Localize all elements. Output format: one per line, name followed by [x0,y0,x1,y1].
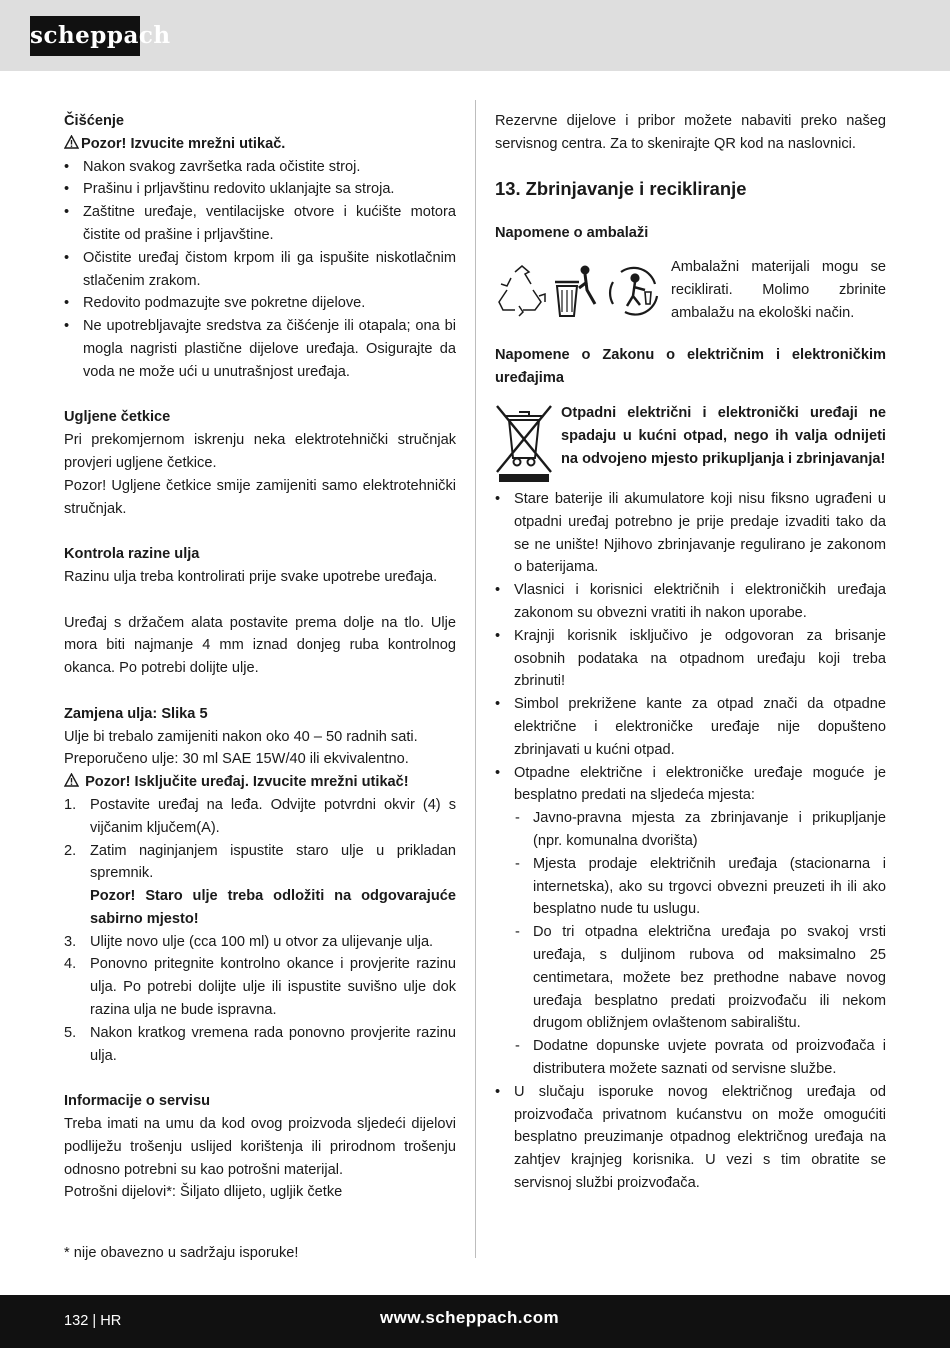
packaging-icons [495,260,665,320]
oil-change-warning-text: Pozor! Isključite uređaj. Izvucite mrežni utikač! [85,774,409,791]
footnote: * nije obavezno u sadržaju isporuke! [64,1245,299,1261]
oil-level-title: Kontrola razine ulja [64,546,200,563]
oil-level-text-2: Uređaj s držačem alata postavite prema dolje na tlo. Ulje mora biti najmanje 4 mm iznad donjeg ruba kontrolnog okanca. Po potrebi dolijte ulje. [64,614,456,677]
step-item: 4. Ponovno pritegnite kontrolno okance i provjerite razinu ulja. Po potrebi dolijte ulje ili ispustite suvišno ulje dok razina ulja ne bude ispravna. [64,956,456,1019]
weee-sublist [514,807,886,1081]
cleaning-list [64,156,456,384]
step-item: 2. Zatim naginjanjem ispustite staro ulje u prikladan spremnik. Pozor! Staro ulje treba odložiti na odgovarajuće sabirno mjesto! [64,842,456,927]
service-text-1: Treba imati na umu da kod ovog proizvoda sljedeći dijelovi podliježu trošenju uslijed korištenja ili prirodnom trošenju odnosno potrebni su kao potrošni materijal. [64,1116,456,1178]
list-item: • Vlasnici i korisnici električnih i elektroničkih uređaja zakonom su obvezni vratiti ih nakon uporabe. [495,579,886,625]
cleaning-title: Čišćenje [64,113,125,129]
packaging-text: Ambalažni materijali mogu se reciklirati. Molimo zbrinite ambalažu na ekološki način. [671,259,886,321]
oil-change-steps [64,794,456,1068]
recycle-icon [499,266,545,316]
oil-change-text-2: Preporučeno ulje: 30 ml SAE 15W/40 ili ekvivalentno. [64,751,409,768]
bin-disposal-icon [555,266,595,316]
oil-change-text-1: Ulje bi trebalo zamijeniti nakon oko 40 – 50 radnih sati. [64,728,418,745]
packaging-title: Napomene o ambalaži [495,224,649,241]
list-item: • U slučaju isporuke novog električnog uređaja od proizvođača privatnom kućanstvu on može omogućiti besplatno preuzimanje otpadnog električnog uređaja na zahtjev krajnjeg korisnika. U vezi s tim obratite se servisnoj službi proizvođača. [495,1081,886,1195]
header-bar [0,0,950,71]
list-item: • Redovito podmazujte sve pokretne dijelove. [64,292,456,315]
list-item: • Nakon svakog završetka rada očistite stroj. [64,156,456,179]
warning-triangle-icon [64,773,79,787]
tidyman-recycle-icon [610,268,657,315]
list-item: • Ne upotrebljavajte sredstva za čišćenje ili otapala; ona bi mogla nagristi plastične dijelove uređaja. Osigurajte da voda ne može ući u unutrašnjost uređaja. [64,315,456,383]
weee-title: Napomene o Zakonu o električnim i elektroničkim uređajima [495,347,886,387]
warning-triangle-icon [64,135,79,149]
list-item: • Očistite uređaj čistom krpom ili ga ispušite niskotlačnim stlačenim zrakom. [64,247,456,293]
service-title: Informacije o servisu [64,1093,210,1110]
step-note: Pozor! Staro ulje treba odložiti na odgovarajuće sabirno mjesto! [90,888,456,927]
list-item: • Zaštitne uređaje, ventilacijske otvore i kućište motora čistite od prašine i prljavštine. [64,201,456,247]
website-url: www.scheppach.com [380,1308,560,1327]
list-item: • Otpadne električne i elektroničke uređaje moguće je besplatno predati na sljedeća mjesta: - Javno-pravna mjesta za zbrinjavanje i prikupljanje (npr. komunalna dvorišta) - Mjesta prodaje električnih uređaja (stacionarna i internetska), ako su trgovci obvezni preuzeti ih ili ako besplatno nude tu uslugu. - Do tri otpadna električna uređaja po svakoj vrsti uređaja, s duljinom rubova od maksimalno 25 centimetara, možete bez prethodne nabave novog uređaja besplatno predati proizvođaču ili nekom drugom obližnjem ovlaštenom sabiralištu. - Dodatne dopunske uvjete povrata od proizvođača i distributera možete saznati od servisne službe. [495,762,886,1081]
footer-bar [0,1295,950,1348]
weee-block [495,402,886,488]
column-divider [475,100,476,1258]
list-item: • Krajnji korisnik isključivo je odgovoran za brisanje osobnih podataka na otpadnom uređaju koji treba zbrinuti! [495,625,886,693]
service-text-2: Potrošni dijelovi*: Šiljato dlijeto, ugljik četke [64,1184,343,1201]
brushes-title: Ugljene četkice [64,409,171,426]
crossed-bin-icon [495,404,553,484]
list-item: • Prašinu i prljavštinu redovito uklanjajte sa stroja. [64,178,456,201]
brushes-text-1: Pri prekomjernom iskrenju neka elektrotehnički stručnjak provjeri ugljene četkice. [64,432,456,471]
list-item: • Stare baterije ili akumulatore koji nisu fiksno ugrađeni u otpadni uređaj potrebno je prije predaje izvaditi tako da se ne unište! Njihovo zbrinjavanje regulirano je zakonom o baterijama. [495,488,886,579]
step-item: 1. Postavite uređaj na leđa. Odvijte potvrdni okvir (4) s vijčanim ključem(A). [64,796,456,836]
oil-change-warning [64,771,456,794]
page-number: 132 | HR [64,1313,122,1329]
list-item: • Simbol prekrižene kante za otpad znači da otpadne električne i elektroničke uređaje nije dopušteno zbrinjavati u kućni otpad. [495,693,886,761]
section-title: 13. Zbrinjavanje i recikliranje [495,177,747,199]
packaging-block [495,256,886,324]
brushes-text-2: Pozor! Ugljene četkice smije zamijeniti samo elektrotehnički stručnjak. [64,477,456,517]
sublist-item: - Dodatne dopunske uvjete povrata od proizvođača i distributera možete saznati od servisne službe. [514,1035,886,1081]
cleaning-warning [64,133,456,156]
left-column [64,110,456,1204]
weee-bold-text: Otpadni električni i elektronički uređaji ne spadaju u kućni otpad, nego ih valja odnijeti na odvojeno mjesto prikupljanja i zbrinjavanja! [561,404,886,467]
right-column [495,110,886,1195]
step-item: 3. Ulijte novo ulje (cca 100 ml) u otvor za ulijevanje ulja. [64,933,434,950]
sublist-item: - Javno-pravna mjesta za zbrinjavanje i prikupljanje (npr. komunalna dvorišta) [514,807,886,853]
oil-change-title: Zamjena ulja: Slika 5 [64,705,208,722]
sublist-item: - Mjesta prodaje električnih uređaja (stacionarna i internetska), ako su trgovci obvezni preuzeti ih ili ako besplatno nude tu uslugu. [514,853,886,921]
weee-list [495,488,886,1195]
spares-text: Rezervne dijelove i pribor možete nabaviti preko našeg servisnog centra. Za to skenirajte QR kod na naslovnici. [495,113,886,152]
step-item: 5. Nakon kratkog vremena rada ponovno provjerite razinu ulja. [64,1024,456,1064]
oil-level-text-1: Razinu ulja treba kontrolirati prije svake upotrebe uređaja. [64,568,438,585]
cleaning-warning-text: Pozor! Izvucite mrežni utikač. [81,135,286,152]
sublist-item: - Do tri otpadna električna uređaja po svakoj vrsti uređaja, s duljinom rubova od maksimalno 25 centimetara, možete bez prethodne nabave novog uređaja besplatno predati proizvođaču ili nekom drugom obližnjem ovlaštenom sabiralištu. [514,921,886,1035]
brand-logo: scheppach [30,16,140,56]
